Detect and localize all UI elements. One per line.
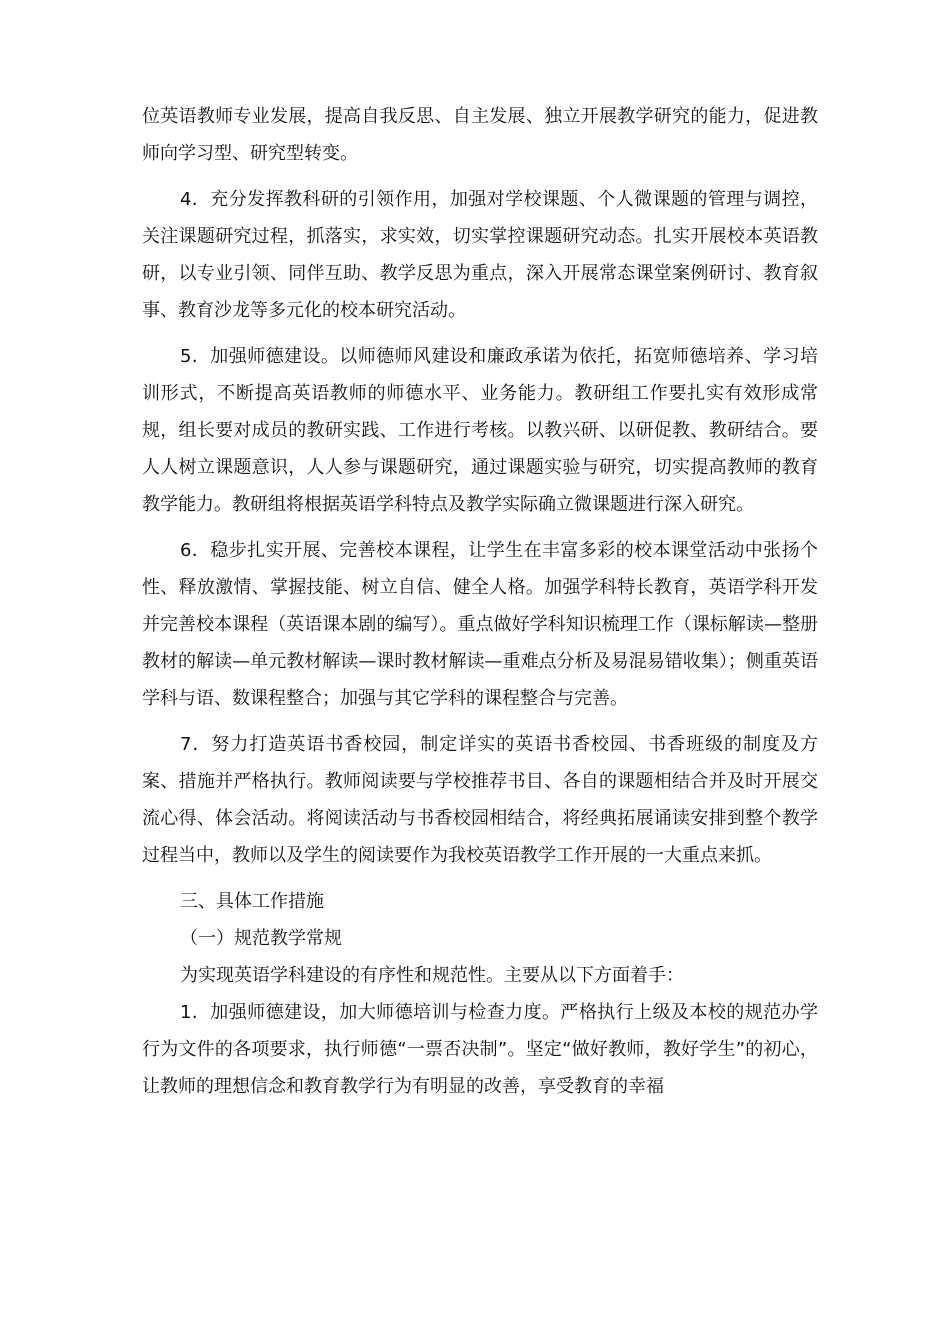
document-page — [142, 98, 818, 1105]
paragraph-intro: 为实现英语学科建设的有序性和规范性。主要从以下方面着手： — [180, 965, 684, 986]
paragraph-measure-1: 1．加强师德建设，加大师德培训与检查力度。严格执行上级及本校的规范办学行为文件的各项要求，执行师德“一票否决制”。坚定“做好教师，教好学生”的初心，让教师的理想信念和教育教学行为有明显的改善，享受教育的幸福 — [142, 1002, 818, 1097]
paragraph-item-7: 7．努力打造英语书香校园，制定详实的英语书香校园、书香班级的制度及方案、措施并严格执行。教师阅读要与学校推荐书目、各自的课题相结合并及时开展交流心得、体会活动。将阅读活动与书香校园相结合，将经典拓展诵读安排到整个教学过程当中，教师以及学生的阅读要作为我校英语教学工作开展的一大重点来抓。 — [142, 734, 818, 866]
paragraph-item-6: 6．稳步扎实开展、完善校本课程，让学生在丰富多彩的校本课堂活动中张扬个性、释放激情、掌握技能、树立自信、健全人格。加强学科特长教育，英语学科开发并完善校本课程（英语课本剧的编写）。重点做好学科知识梳理工作（课标解读—整册教材的解读—单元教材解读—课时教材解读—重难点分析及易混易错收集）；侧重英语学科与语、数课程整合；加强与其它学科的课程整合与完善。 — [142, 540, 818, 709]
subsection-heading-routine: （一）规范教学常规 — [180, 928, 342, 949]
paragraph-item-5: 5．加强师德建设。以师德师风建设和廉政承诺为依托，拓宽师德培养、学习培训形式，不断提高英语教师的师德水平、业务能力。教研组工作要扎实有效形成常规，组长要对成员的教研实践、工作进行考核。以教兴研、以研促教、教研结合。要人人树立课题意识，人人参与课题研究，通过课题实验与研究，切实提高教师的教育教学能力。教研组将根据英语学科特点及教学实际确立微课题进行深入研究。 — [142, 346, 818, 515]
paragraph-item-4: 4．充分发挥教科研的引领作用，加强对学校课题、个人微课题的管理与调控，关注课题研究过程，抓落实，求实效，切实掌控课题研究动态。扎实开展校本英语教研，以专业引领、同伴互助、教学反思为重点，深入开展常态课堂案例研讨、教育叙事、教育沙龙等多元化的校本研究活动。 — [142, 189, 818, 321]
paragraph-continuation: 位英语教师专业发展，提高自我反思、自主发展、独立开展教学研究的能力，促进教师向学习型、研究型转变。 — [142, 106, 818, 164]
section-heading-measures: 三、具体工作措施 — [180, 891, 324, 912]
